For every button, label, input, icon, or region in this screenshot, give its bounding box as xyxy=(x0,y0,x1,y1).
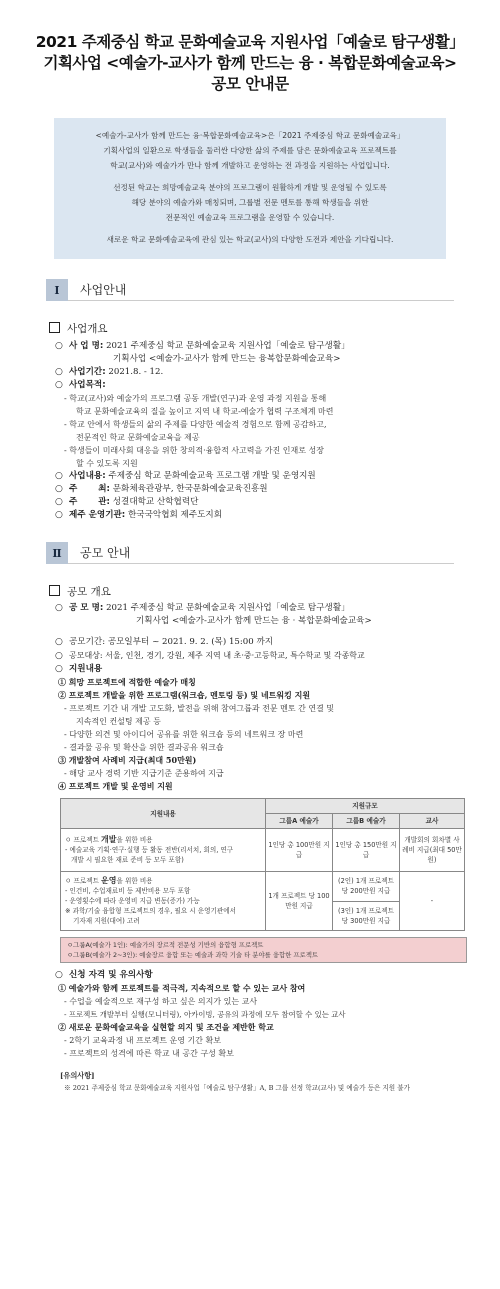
table-cell: - xyxy=(400,872,465,931)
dash-item: - 학생들이 미래사회 대응을 위한 창의적·융합적 사고력을 가진 인재로 성장 xyxy=(64,446,324,455)
info-row xyxy=(55,483,456,496)
table-header: 지원규모 xyxy=(266,799,465,814)
title-line-3: 공모 안내문 xyxy=(211,75,289,93)
dash-item-cont: 할 수 있도록 지원 xyxy=(76,459,138,468)
intro-text: 전문적인 예술교육 프로그램을 운영할 수 있습니다. xyxy=(165,213,335,222)
cell-text: - 운영횟수에 따라 운영비 지급 변동(증가) 가능 xyxy=(65,897,200,905)
row-value: 2021 주제중심 학교 문화예술교육 지원사업「예술로 탐구생활」 xyxy=(106,341,350,351)
dash-item: - 결과물 공유 및 확산을 위한 결과공유 워크숍 xyxy=(64,743,224,752)
dash-item: - 프로젝트 기간 내 개발 고도화, 발전을 위해 참여그룹과 전문 멘토 간 연결 및 xyxy=(64,704,335,713)
checkbox-square-icon xyxy=(49,322,60,333)
row-label: 제주 운영기관: xyxy=(69,510,126,520)
table-header: 그룹B 예술가 xyxy=(333,814,400,829)
row-value: 문화체육관광부, 한국문화예술교육진흥원 xyxy=(112,484,268,494)
table-row xyxy=(61,872,465,902)
row-value: 2021.8. - 12. xyxy=(108,367,164,377)
row-value-cont: 기획사업 <예술가-교사가 함께 만드는 융 · 복합문화예술교육> xyxy=(136,616,372,626)
title-line-1: 2021 주제중심 학교 문화예술교육 지원사업「예술로 탐구생활」 xyxy=(35,33,465,51)
row-value: 성결대학교 산학협력단 xyxy=(112,497,199,507)
row-label: 신청 자격 및 유의사항 xyxy=(69,970,153,980)
caution-heading: [유의사항] xyxy=(60,1071,95,1080)
cell-text: 개발 시 필요한 재료 준비 등 모두 포함) xyxy=(71,856,184,864)
dash-item: - 학교(교사)와 예술가의 프로그램 공동 개발(연구)과 운영 과정 지원을 통해 xyxy=(64,394,327,403)
section-number: Ⅰ xyxy=(46,279,68,301)
row-value-cont: 기획사업 <예술가-교사가 함께 만드는 융복합문화예술교육> xyxy=(113,354,341,364)
circle-bullet-icon: ○ xyxy=(55,471,63,481)
circle-bullet-icon: ○ xyxy=(55,664,63,674)
table-cell: 개발회의 회차별 사례비 지급(최대 50만원) xyxy=(400,829,465,872)
note-line: ㅇ그룹B(예술가 2~3인): 예술장르 융합 또는 예술과 과학 기술 타 분야를 융합한 프로젝트 xyxy=(67,951,319,959)
numbered-item: ② 새로운 문화예술교육을 실현할 의지 및 조건을 제반한 학교 xyxy=(58,1022,274,1032)
row-label: 사업기간: xyxy=(69,367,106,377)
table-header: 그룹A 예술가 xyxy=(266,814,333,829)
intro-box xyxy=(54,118,446,259)
row-label: 사 업 명: xyxy=(69,341,104,351)
dash-item-cont: 지속적인 컨설팅 제공 등 xyxy=(76,717,161,726)
section-title: 공모 안내 xyxy=(68,542,454,564)
dash-item: - 프로젝트의 성격에 따른 학교 내 공간 구성 확보 xyxy=(64,1049,234,1058)
info-row xyxy=(55,649,456,663)
title-line-2: 기획사업 <예술가-교사가 함께 만드는 융 · 복합문화예술교육> xyxy=(43,54,457,72)
table-cell: (3인) 1개 프로젝트 당 300만원 지급 xyxy=(333,901,400,931)
checkbox-square-icon xyxy=(49,585,60,596)
section-number: Ⅱ xyxy=(46,542,68,564)
row-label: 지원내용 xyxy=(69,664,103,674)
circle-bullet-icon: ○ xyxy=(55,380,63,390)
document-title xyxy=(0,0,500,95)
info-row xyxy=(55,602,456,615)
info-row xyxy=(55,636,456,649)
numbered-item: ④ 프로젝트 개발 및 운영비 지원 xyxy=(58,781,173,791)
cell-text: 을 위한 비용 xyxy=(116,836,153,844)
row-value: 주제중심 학교 문화예술교육 프로그램 개발 및 운영지원 xyxy=(108,471,316,481)
table-header: 교사 xyxy=(400,814,465,829)
intro-text: <예술가-교사가 함께 만드는 융·복합문화예술교육>은「2021 주제중심 학교 문화예술교육」 xyxy=(95,131,405,140)
dash-item: - 학교 안에서 학생들의 삶의 주제를 다양한 예술적 경험으로 함께 공감하고, xyxy=(64,420,327,429)
cell-text: ㅇ 프로젝트 xyxy=(65,877,102,885)
info-row xyxy=(55,379,456,392)
intro-text: 학교(교사)와 예술가가 만나 함께 개발하고 운영하는 전 과정을 지원하는 사업입니다. xyxy=(110,161,390,170)
table-cell: 1인당 총 150만원 지급 xyxy=(333,829,400,872)
table-cell: (2인) 1개 프로젝트 당 200만원 지급 xyxy=(333,872,400,902)
section-title: 사업안내 xyxy=(68,279,454,301)
cell-text: 기자재 지원(대여) 고려 xyxy=(73,917,140,925)
intro-paragraph-2 xyxy=(62,180,438,225)
dash-item-cont: 전문적인 학교 문화예술교육을 제공 xyxy=(76,433,200,442)
cell-text-bold: 운영 xyxy=(101,876,117,885)
table-cell xyxy=(61,829,266,872)
subsection-heading xyxy=(49,584,500,599)
row-label: 사업목적: xyxy=(69,380,106,390)
dash-item: - 프로젝트 개발부터 실행(모니터링), 아카이빙, 공유의 과정에 모두 참여할 수 있는 교사 xyxy=(64,1010,346,1019)
row-value: 한국국악협회 제주도지회 xyxy=(127,510,223,520)
cell-text: - 인건비, 수업재료비 등 제반비용 모두 포함 xyxy=(65,887,191,895)
intro-paragraph-1 xyxy=(62,128,438,173)
cell-text: ※ 과학/기술 융합형 프로젝트의 경우, 필요 시 운영기관에서 xyxy=(65,907,237,915)
table-cell: 1인당 총 100만원 지급 xyxy=(266,829,333,872)
subsection-label: 공모 개요 xyxy=(67,586,111,598)
dash-item-cont: 학교 문화예술교육의 질을 높이고 지역 내 학교-예술가 협력 구조체계 마련 xyxy=(76,407,334,416)
cell-text: ㅇ 프로젝트 xyxy=(65,836,102,844)
table-cell xyxy=(61,872,266,931)
circle-bullet-icon: ○ xyxy=(55,484,63,494)
row-value: 공모기간: 공모일부터 ~ 2021. 9. 2. (목) 15:00 까지 xyxy=(69,637,274,647)
cell-text: - 예술교육 기획·연구·실행 등 활동 전반(리서치, 회의, 연구 xyxy=(65,846,234,854)
row-label: 사업내용: xyxy=(69,471,106,481)
info-row xyxy=(55,663,456,676)
intro-text: 선정된 학교는 희망예술교육 분야의 프로그램이 원활하게 개발 및 운영될 수 있도록 xyxy=(113,183,387,192)
support-table xyxy=(60,798,465,931)
circle-bullet-icon: ○ xyxy=(55,603,63,613)
dash-item: - 다양한 의견 및 아이디어 공유를 위한 워크숍 등의 네트워크 장 마련 xyxy=(64,730,304,739)
circle-bullet-icon: ○ xyxy=(55,367,63,377)
note-line: ㅇ그룹A(예술가 1인): 예술가의 장르적 전문성 기반의 융합형 프로젝트 xyxy=(67,941,264,949)
dash-item: - 수업을 예술적으로 재구성 하고 싶은 의지가 있는 교사 xyxy=(64,997,258,1006)
caution-text: ※ 2021 주제중심 학교 문화예술교육 지원사업「예술로 탐구생활」A, B 그룹 선정 학교(교사) 및 예술가 등은 지원 불가 xyxy=(64,1084,410,1092)
numbered-item: ① 예술가와 함께 프로젝트를 적극적, 지속적으로 할 수 있는 교사 참여 xyxy=(58,983,306,993)
intro-text: 해당 분야의 예술가와 매칭되며, 그룹별 전문 멘토를 통해 학생들을 위한 xyxy=(131,198,369,207)
info-row xyxy=(55,509,456,522)
row-label: 주 최: xyxy=(69,484,110,494)
dash-item: - 2학기 교육과정 내 프로젝트 운영 기간 확보 xyxy=(64,1036,221,1045)
intro-text: 기획사업의 일환으로 학생들을 둘러싼 다양한 삶의 주제를 담은 문화예술교육 프로젝트를 xyxy=(103,146,397,155)
table-cell: 1개 프로젝트 당 100만원 지급 xyxy=(266,872,333,931)
circle-bullet-icon: ○ xyxy=(55,970,63,980)
subsection-label: 사업개요 xyxy=(67,323,108,335)
info-row xyxy=(55,496,456,509)
numbered-item: ② 프로젝트 개발을 위한 프로그램(워크숍, 멘토링 등) 및 네트워킹 지원 xyxy=(58,690,311,700)
info-row xyxy=(55,340,456,353)
cell-text-bold: 개발 xyxy=(101,835,117,844)
info-row xyxy=(55,470,456,483)
circle-bullet-icon: ○ xyxy=(55,637,63,647)
dash-item: - 해당 교사 경력 기반 지급기준 준용하여 지급 xyxy=(64,769,224,778)
row-label: 공 모 명: xyxy=(69,603,104,613)
circle-bullet-icon: ○ xyxy=(55,341,63,351)
info-row xyxy=(55,969,456,982)
circle-bullet-icon: ○ xyxy=(55,651,63,661)
numbered-item: ① 희망 프로젝트에 적합한 예술가 매칭 xyxy=(58,677,196,687)
intro-paragraph-3: 새로운 학교 문화예술교육에 관심 있는 학교(교사)의 다양한 도전과 제안을 기다립니다. xyxy=(106,235,394,244)
numbered-item: ③ 개발참여 사례비 지급(최대 50만원) xyxy=(58,755,197,765)
subsection-heading xyxy=(49,321,500,336)
table-row xyxy=(61,829,465,872)
circle-bullet-icon: ○ xyxy=(55,497,63,507)
info-row xyxy=(55,366,456,379)
row-label: 주 관: xyxy=(69,497,110,507)
table-header: 지원내용 xyxy=(61,799,266,829)
row-value: 공모대상: 서울, 인천, 경기, 강원, 제주 지역 내 초·중·고등학교, 특수학교 및 각종학교 xyxy=(69,651,365,660)
circle-bullet-icon: ○ xyxy=(55,510,63,520)
row-value: 2021 주제중심 학교 문화예술교육 지원사업「예술로 탐구생활」 xyxy=(106,603,350,613)
section-header-1 xyxy=(46,279,454,301)
section-header-2 xyxy=(46,542,454,564)
group-note-box xyxy=(60,937,467,963)
cell-text: 을 위한 비용 xyxy=(116,877,153,885)
